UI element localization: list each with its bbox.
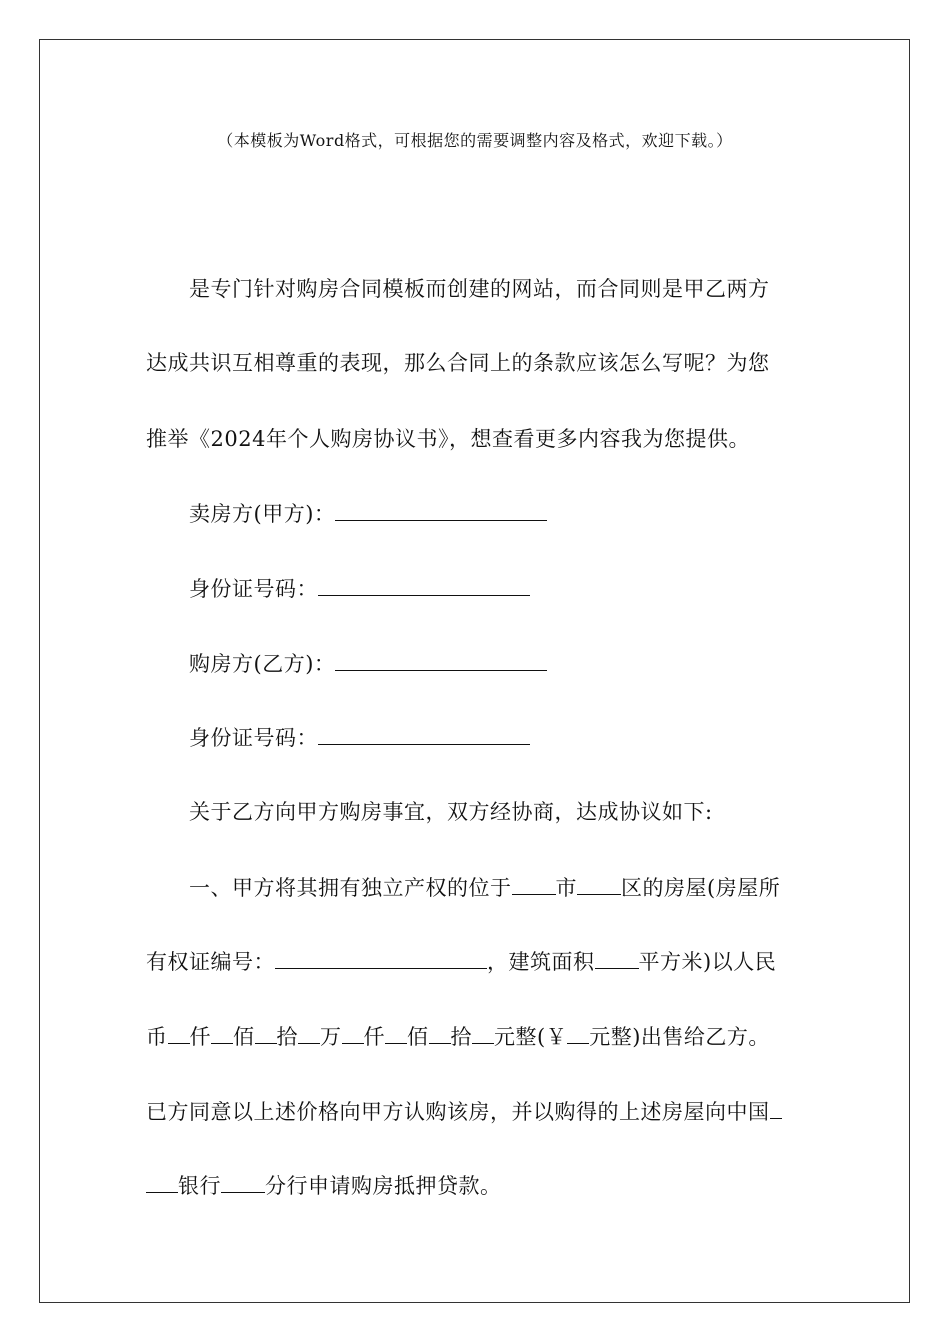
clause1-line-1 (189, 872, 859, 903)
district-blank[interactable] (577, 872, 621, 895)
amount-blank[interactable] (255, 1021, 277, 1044)
seller-id-blank[interactable] (318, 573, 530, 596)
intro-line-2: 达成共识互相尊重的表现，那么合同上的条款应该怎么写呢？为您 (146, 351, 770, 375)
branch-blank[interactable] (221, 1170, 265, 1193)
buyer-id-blank[interactable] (318, 722, 530, 745)
intro-line-3: 推举《2024年个人购房协议书》，想查看更多内容我为您提供。 (146, 427, 750, 451)
amount-blank[interactable] (429, 1021, 451, 1044)
clause1-text: 已方同意以上述价格向甲方认购该房，并以购得的上述房屋向中国 (146, 1100, 770, 1124)
city-blank[interactable] (512, 872, 556, 895)
buyer-id-field (189, 722, 859, 753)
clause1-text: 仟 (189, 1025, 211, 1049)
bank-blank-continued[interactable] (146, 1170, 178, 1193)
clause1-line-2 (146, 946, 816, 977)
clause1-line-5 (146, 1170, 816, 1201)
clause1-line-4 (146, 1096, 816, 1127)
clause1-text: 市 (555, 876, 577, 900)
clause1-text: 银行 (178, 1174, 221, 1198)
clause1-text: 拾 (276, 1025, 298, 1049)
clause1-text: 区的房屋(房屋所 (621, 876, 781, 900)
amount-blank[interactable] (211, 1021, 233, 1044)
clause1-text: 分行申请购房抵押贷款。 (265, 1174, 502, 1198)
certificate-number-blank[interactable] (275, 946, 487, 969)
buyer-field (189, 648, 859, 679)
clause1-text: 一、甲方将其拥有独立产权的位于 (189, 876, 512, 900)
amount-figure-blank[interactable] (567, 1021, 589, 1044)
clause1-text: 佰 (407, 1025, 429, 1049)
seller-field (189, 498, 859, 529)
seller-id-field (189, 573, 859, 604)
clause1-text: 仟 (363, 1025, 385, 1049)
clause1-text: 元整)出售给乙方。 (589, 1025, 770, 1049)
area-blank[interactable] (595, 946, 639, 969)
clause1-text: 元整(￥ (494, 1025, 568, 1049)
buyer-id-label: 身份证号码： (189, 726, 318, 750)
amount-blank[interactable] (168, 1021, 190, 1044)
intro-line-1: 是专门针对购房合同模板而创建的网站，而合同则是甲乙两方 (189, 277, 770, 301)
clause1-line-3 (146, 1021, 816, 1052)
clause1-text: 平方米)以人民 (638, 950, 777, 974)
template-notice: （本模板为Word格式，可根据您的需要调整内容及格式，欢迎下载。） (217, 131, 733, 150)
clause1-text: 拾 (450, 1025, 472, 1049)
clause1-text: 币 (146, 1025, 168, 1049)
clause1-text: 佰 (233, 1025, 255, 1049)
seller-label: 卖房方(甲方)： (189, 502, 336, 526)
clause1-text: 万 (320, 1025, 342, 1049)
buyer-label: 购房方(乙方)： (189, 652, 336, 676)
amount-blank[interactable] (298, 1021, 320, 1044)
amount-blank[interactable] (385, 1021, 407, 1044)
clause1-text: ，建筑面积 (487, 950, 595, 974)
agreement-intro: 关于乙方向甲方购房事宜，双方经协商，达成协议如下: (189, 800, 713, 824)
seller-id-label: 身份证号码： (189, 577, 318, 601)
seller-name-blank[interactable] (335, 498, 547, 521)
amount-blank[interactable] (342, 1021, 364, 1044)
buyer-name-blank[interactable] (335, 648, 547, 671)
amount-blank[interactable] (472, 1021, 494, 1044)
clause1-text: 有权证编号： (146, 950, 275, 974)
bank-blank[interactable] (770, 1096, 782, 1119)
